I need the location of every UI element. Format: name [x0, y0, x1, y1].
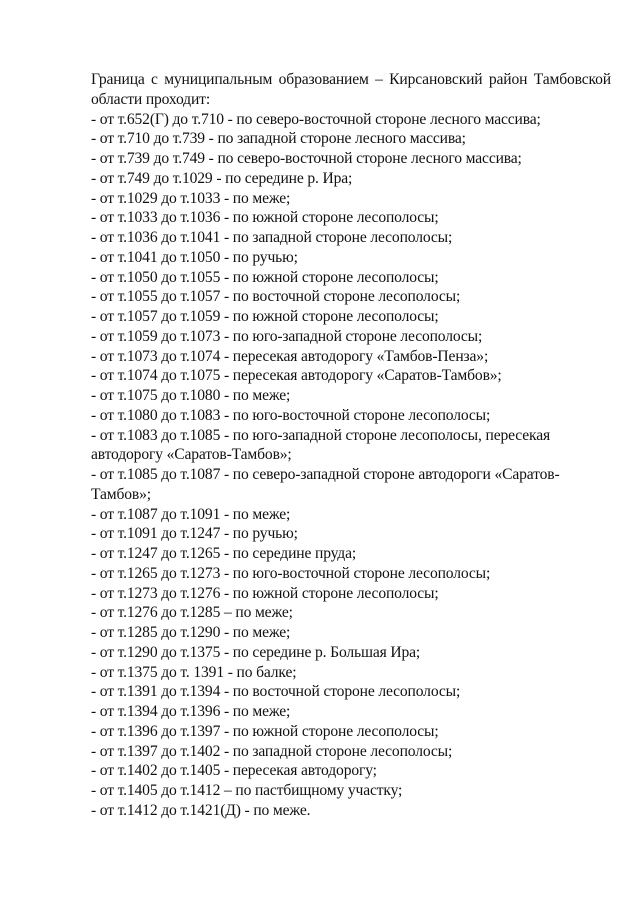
list-item: - от т.1405 до т.1412 – по пастбищному участку;: [91, 782, 403, 799]
list-item: - от т.1029 до т.1033 - по меже;: [91, 189, 291, 207]
list-item: - от т.1396 до т.1397 - по южной стороне лесополосы;: [91, 722, 439, 740]
list-item: - от т.1055 до т.1057 - по восточной стороне лесополосы;: [91, 288, 461, 306]
list-item: - от т.1394 до т.1396 - по меже;: [91, 703, 291, 720]
list-item: - от т.1273 до т.1276 - по южной стороне лесополосы;: [91, 584, 439, 602]
list-item: - от т.1083 до т.1085 - по юго-западной стороне лесополосы, пересекая автодорогу «Саратов-Тамбов»;: [91, 426, 550, 464]
list-item: - от т.1050 до т.1055 - по южной стороне лесополосы;: [91, 268, 439, 286]
list-item: - от т.1402 до т.1405 - пересекая автодорогу;: [91, 762, 377, 780]
list-item: - от т.1080 до т.1083 - по юго-восточной стороне лесополосы;: [91, 406, 491, 424]
list-item: - от т.1290 до т.1375 - по середине р. Большая Ира;: [91, 643, 421, 661]
intro-paragraph: Граница с муниципальным образованием – Кирсановский район Тамбовской области проходит:: [91, 71, 611, 108]
list-item: - от т.1276 до т.1285 – по меже;: [91, 604, 293, 622]
list-item: - от т.1036 до т.1041 - по западной стороне лесополосы;: [91, 229, 453, 246]
document-body: [91, 70, 611, 821]
list-item: - от т.1091 до т.1247 - по ручью;: [91, 525, 298, 543]
list-item: - от т.1375 до т. 1391 - по балке;: [91, 663, 297, 681]
list-item: - от т.1074 до т.1075 - пересекая автодорогу «Саратов-Тамбов»;: [91, 367, 502, 385]
list-item: - от т.1085 до т.1087 - по северо-западной стороне автодороги «Саратов-Тамбов»;: [91, 466, 560, 503]
list-item: - от т.710 до т.739 - по западной стороне лесного массива;: [91, 130, 466, 148]
boundary-segment-list: [91, 110, 611, 821]
list-item: - от т.1087 до т.1091 - по меже;: [91, 505, 291, 523]
list-item: - от т.652(Г) до т.710 - по северо-восточной стороне лесного массива;: [91, 110, 541, 128]
list-item: - от т.1041 до т.1050 - по ручью;: [91, 248, 298, 266]
list-item: - от т.1412 до т.1421(Д) - по меже.: [91, 801, 311, 819]
list-item: - от т.1057 до т.1059 - по южной стороне лесополосы;: [91, 308, 439, 325]
list-item: - от т.1397 до т.1402 - по западной стороне лесополосы;: [91, 742, 453, 760]
list-item: - от т.1059 до т.1073 - по юго-западной стороне лесополосы;: [91, 327, 483, 345]
list-item: - от т.1247 до т.1265 - по середине пруда;: [91, 545, 357, 562]
list-item: - от т.749 до т.1029 - по середине р. Ира;: [91, 169, 353, 187]
list-item: - от т.1033 до т.1036 - по южной стороне лесополосы;: [91, 209, 439, 227]
list-item: - от т.1391 до т.1394 - по восточной стороне лесополосы;: [91, 683, 461, 701]
list-item: - от т.1285 до т.1290 - по меже;: [91, 624, 291, 641]
list-item: - от т.1265 до т.1273 - по юго-восточной стороне лесополосы;: [91, 564, 491, 582]
list-item: - от т.1075 до т.1080 - по меже;: [91, 387, 291, 404]
list-item: - от т.1073 до т.1074 - пересекая автодорогу «Тамбов-Пенза»;: [91, 347, 489, 365]
list-item: - от т.739 до т.749 - по северо-восточной стороне лесного массива;: [91, 150, 522, 167]
